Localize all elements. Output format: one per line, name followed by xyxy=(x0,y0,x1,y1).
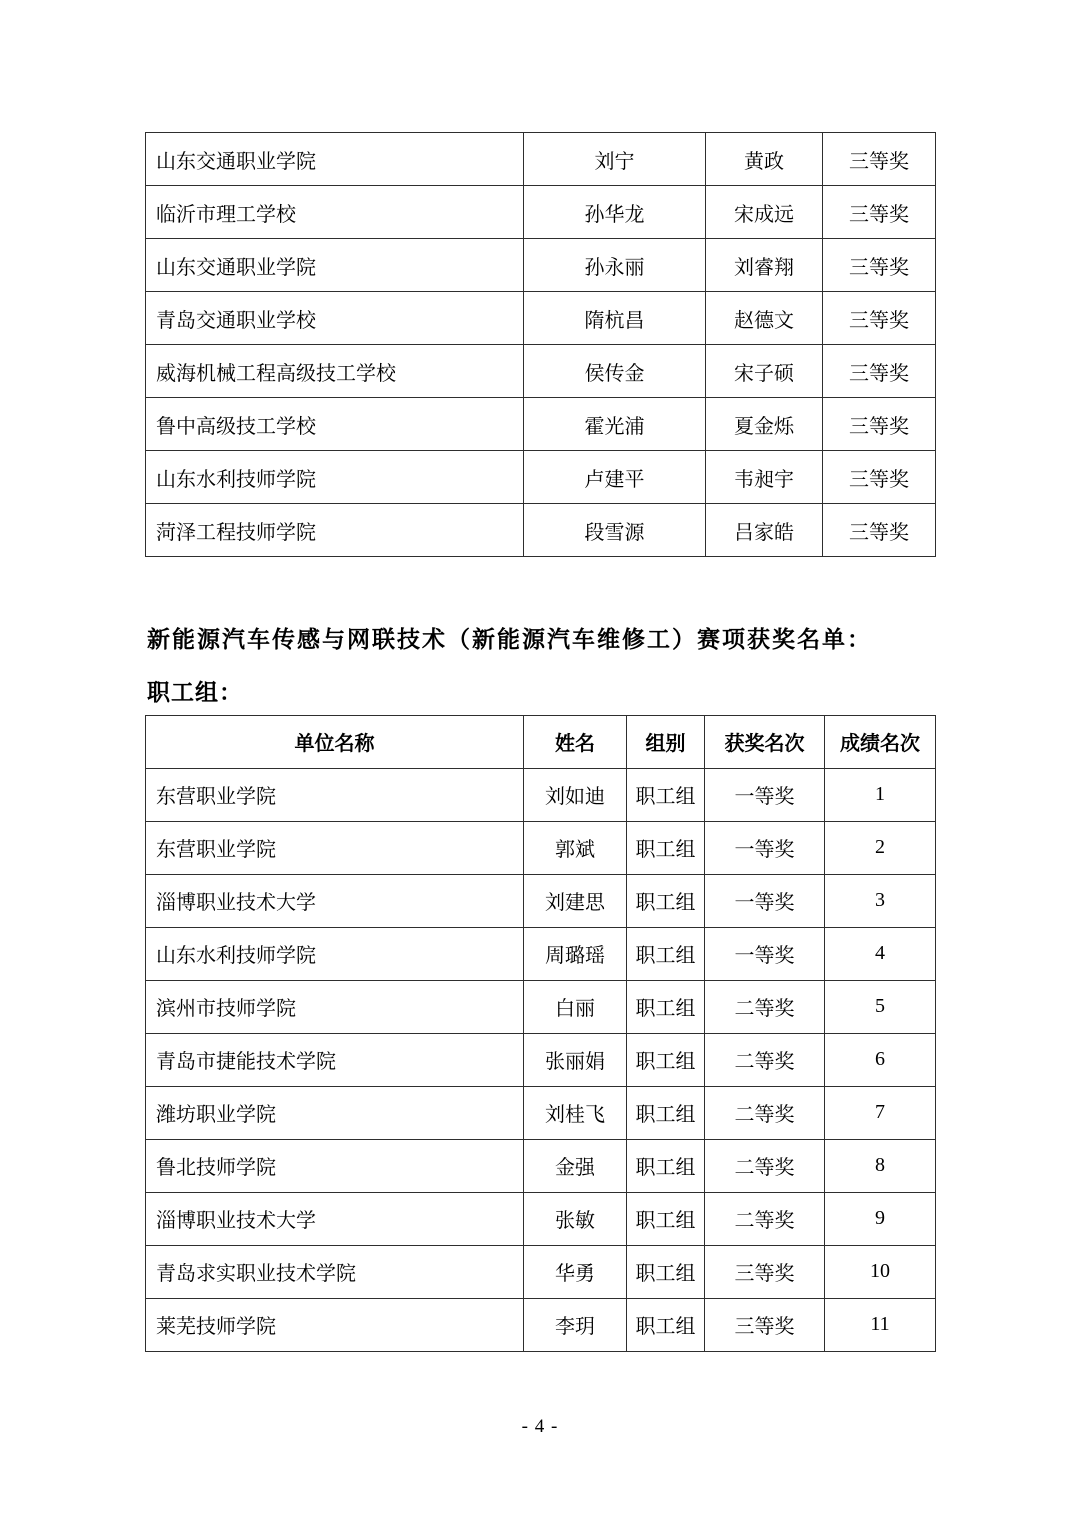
table-row xyxy=(146,874,936,927)
score-rank-cell: 2 xyxy=(825,821,936,874)
group-cell: 职工组 xyxy=(627,768,705,821)
group-header: 组别 xyxy=(627,715,705,768)
section-title: 新能源汽车传感与网联技术（新能源汽车维修工）赛项获奖名单： xyxy=(147,626,872,652)
contestant-name-cell: 刘宁 xyxy=(524,133,706,186)
award-level-cell: 一等奖 xyxy=(705,874,825,927)
page-number: - 4 - xyxy=(521,1416,559,1437)
award-level-cell: 三等奖 xyxy=(705,1245,825,1298)
document-content xyxy=(145,0,935,1352)
group-cell: 职工组 xyxy=(627,1139,705,1192)
award-rank-header: 获奖名次 xyxy=(705,715,825,768)
table-row xyxy=(146,1298,936,1351)
score-rank-cell: 9 xyxy=(825,1192,936,1245)
name-header: 姓名 xyxy=(524,715,627,768)
score-rank-cell: 6 xyxy=(825,1033,936,1086)
contestant-name-cell: 刘建思 xyxy=(524,874,627,927)
table-row xyxy=(146,1139,936,1192)
score-rank-cell: 10 xyxy=(825,1245,936,1298)
group-cell: 职工组 xyxy=(627,927,705,980)
table-row xyxy=(146,1245,936,1298)
table-row xyxy=(146,1086,936,1139)
award-level-cell: 二等奖 xyxy=(705,980,825,1033)
table-row xyxy=(146,239,936,292)
unit-name-cell: 东营职业学院 xyxy=(146,821,524,874)
contestant-name-cell: 黄政 xyxy=(706,133,823,186)
group-cell: 职工组 xyxy=(627,1298,705,1351)
award-level-cell: 一等奖 xyxy=(705,768,825,821)
unit-name-header: 单位名称 xyxy=(146,715,524,768)
unit-name-cell: 威海机械工程高级技工学校 xyxy=(146,345,524,398)
unit-name-cell: 鲁北技师学院 xyxy=(146,1139,524,1192)
table-row xyxy=(146,345,936,398)
score-rank-cell: 3 xyxy=(825,874,936,927)
contestant-name-cell: 宋子硕 xyxy=(706,345,823,398)
award-level-cell: 三等奖 xyxy=(705,1298,825,1351)
contestant-name-cell: 霍光浦 xyxy=(524,398,706,451)
contestant-name-cell: 卢建平 xyxy=(524,451,706,504)
unit-name-cell: 青岛交通职业学校 xyxy=(146,292,524,345)
unit-name-cell: 临沂市理工学校 xyxy=(146,186,524,239)
table-row xyxy=(146,292,936,345)
award-level-cell: 二等奖 xyxy=(705,1192,825,1245)
contestant-name-cell: 金强 xyxy=(524,1139,627,1192)
award-level-cell: 三等奖 xyxy=(823,239,936,292)
contestant-name-cell: 吕家皓 xyxy=(706,504,823,557)
unit-name-cell: 东营职业学院 xyxy=(146,768,524,821)
award-level-cell: 三等奖 xyxy=(823,292,936,345)
group-cell: 职工组 xyxy=(627,874,705,927)
award-level-cell: 三等奖 xyxy=(823,451,936,504)
group-cell: 职工组 xyxy=(627,821,705,874)
award-level-cell: 三等奖 xyxy=(823,186,936,239)
group-subtitle: 职工组： xyxy=(147,678,243,705)
group-cell: 职工组 xyxy=(627,1086,705,1139)
award-level-cell: 二等奖 xyxy=(705,1086,825,1139)
contestant-name-cell: 孙华龙 xyxy=(524,186,706,239)
table-row xyxy=(146,451,936,504)
group-cell: 职工组 xyxy=(627,1192,705,1245)
score-rank-cell: 7 xyxy=(825,1086,936,1139)
table-row xyxy=(146,504,936,557)
award-level-cell: 三等奖 xyxy=(823,133,936,186)
table-row xyxy=(146,398,936,451)
awards-table-staff-group xyxy=(145,715,936,1352)
unit-name-cell: 山东水利技师学院 xyxy=(146,927,524,980)
award-level-cell: 三等奖 xyxy=(823,504,936,557)
awards-table-continued xyxy=(145,132,936,557)
group-cell: 职工组 xyxy=(627,1033,705,1086)
award-level-cell: 三等奖 xyxy=(823,345,936,398)
contestant-name-cell: 宋成远 xyxy=(706,186,823,239)
unit-name-cell: 山东交通职业学院 xyxy=(146,133,524,186)
contestant-name-cell: 隋杭昌 xyxy=(524,292,706,345)
score-rank-cell: 8 xyxy=(825,1139,936,1192)
unit-name-cell: 滨州市技师学院 xyxy=(146,980,524,1033)
contestant-name-cell: 张丽娟 xyxy=(524,1033,627,1086)
table2-body xyxy=(146,768,936,1351)
contestant-name-cell: 刘睿翔 xyxy=(706,239,823,292)
score-rank-cell: 1 xyxy=(825,768,936,821)
table-row xyxy=(146,133,936,186)
unit-name-cell: 青岛求实职业技术学院 xyxy=(146,1245,524,1298)
unit-name-cell: 莱芜技师学院 xyxy=(146,1298,524,1351)
table-row xyxy=(146,1192,936,1245)
contestant-name-cell: 夏金烁 xyxy=(706,398,823,451)
table-row xyxy=(146,186,936,239)
table-row xyxy=(146,1033,936,1086)
unit-name-cell: 青岛市捷能技术学院 xyxy=(146,1033,524,1086)
table-row xyxy=(146,927,936,980)
score-rank-cell: 11 xyxy=(825,1298,936,1351)
award-level-cell: 二等奖 xyxy=(705,1139,825,1192)
unit-name-cell: 山东交通职业学院 xyxy=(146,239,524,292)
contestant-name-cell: 韦昶宇 xyxy=(706,451,823,504)
award-level-cell: 二等奖 xyxy=(705,1033,825,1086)
table-row xyxy=(146,821,936,874)
unit-name-cell: 淄博职业技术大学 xyxy=(146,874,524,927)
group-cell: 职工组 xyxy=(627,1245,705,1298)
contestant-name-cell: 张敏 xyxy=(524,1192,627,1245)
table-row xyxy=(146,768,936,821)
award-level-cell: 一等奖 xyxy=(705,927,825,980)
contestant-name-cell: 李玥 xyxy=(524,1298,627,1351)
contestant-name-cell: 白丽 xyxy=(524,980,627,1033)
group-cell: 职工组 xyxy=(627,980,705,1033)
award-level-cell: 三等奖 xyxy=(823,398,936,451)
table-header-row xyxy=(146,715,936,768)
contestant-name-cell: 刘如迪 xyxy=(524,768,627,821)
unit-name-cell: 山东水利技师学院 xyxy=(146,451,524,504)
score-rank-header: 成绩名次 xyxy=(825,715,936,768)
contestant-name-cell: 刘桂飞 xyxy=(524,1086,627,1139)
table-row xyxy=(146,980,936,1033)
unit-name-cell: 菏泽工程技师学院 xyxy=(146,504,524,557)
contestant-name-cell: 华勇 xyxy=(524,1245,627,1298)
score-rank-cell: 4 xyxy=(825,927,936,980)
contestant-name-cell: 周璐瑶 xyxy=(524,927,627,980)
unit-name-cell: 淄博职业技术大学 xyxy=(146,1192,524,1245)
contestant-name-cell: 侯传金 xyxy=(524,345,706,398)
contestant-name-cell: 赵德文 xyxy=(706,292,823,345)
contestant-name-cell: 段雪源 xyxy=(524,504,706,557)
award-level-cell: 一等奖 xyxy=(705,821,825,874)
table1-body xyxy=(146,133,936,557)
unit-name-cell: 潍坊职业学院 xyxy=(146,1086,524,1139)
unit-name-cell: 鲁中高级技工学校 xyxy=(146,398,524,451)
score-rank-cell: 5 xyxy=(825,980,936,1033)
contestant-name-cell: 郭斌 xyxy=(524,821,627,874)
contestant-name-cell: 孙永丽 xyxy=(524,239,706,292)
